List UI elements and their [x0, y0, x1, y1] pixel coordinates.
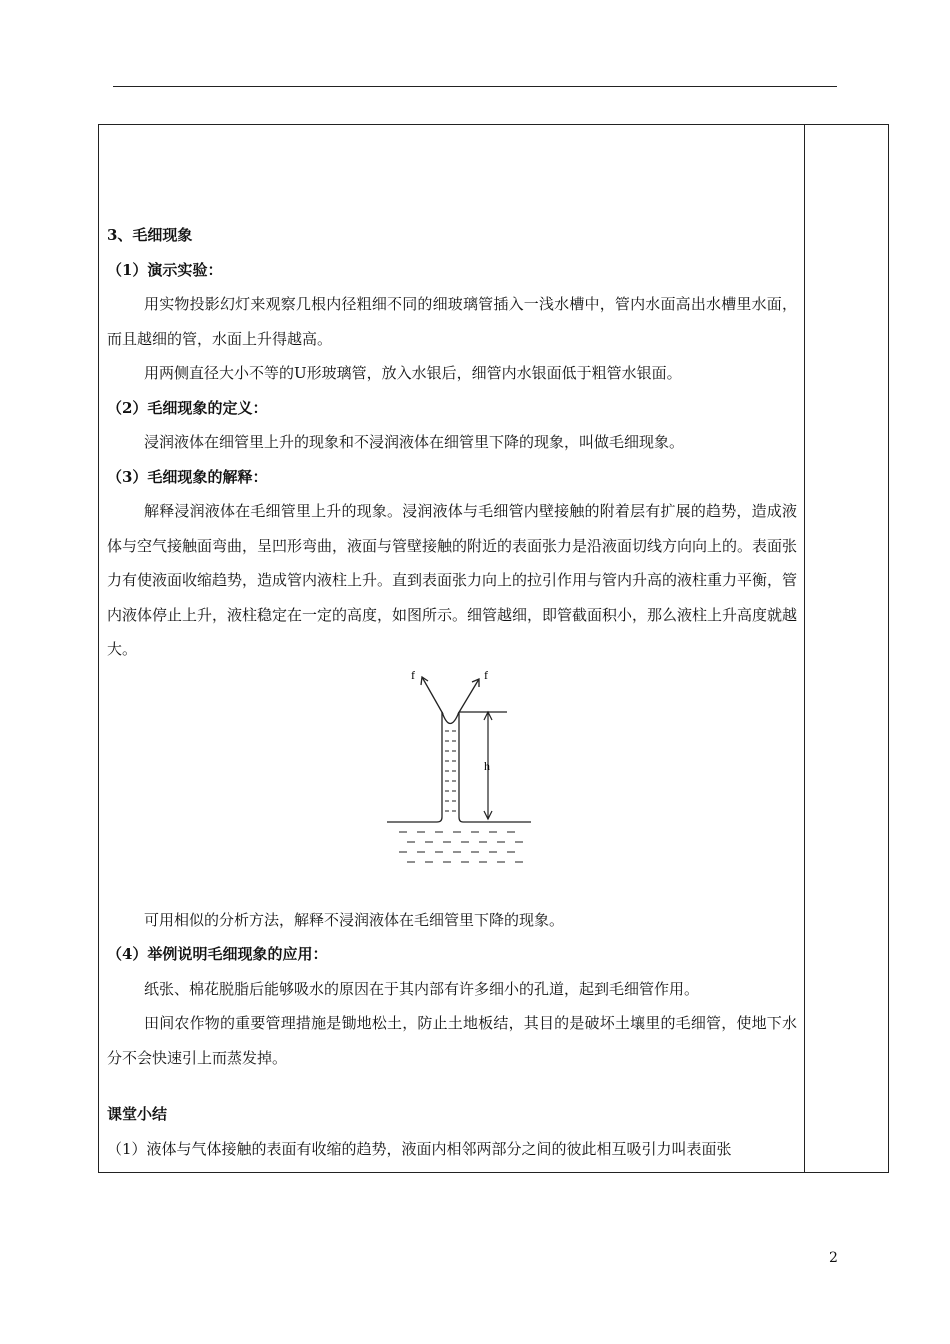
summary-paragraph: （1）液体与气体接触的表面有收缩的趋势，液面内相邻两部分之间的彼此相互吸引力叫表面张 — [107, 1139, 732, 1158]
paragraph: 用实物投影幻灯来观察几根内径粗细不同的细玻璃管插入一浅水槽中，管内水面高出水槽里水面，而且越细的管，水面上升得越高。 — [107, 295, 797, 348]
liquid-column — [445, 731, 456, 811]
table-column-divider — [804, 124, 805, 1173]
subsection-title-1: （1）演示实验： — [107, 260, 223, 279]
section-heading: 3、毛细现象 — [107, 226, 193, 244]
paragraph: 解释浸润液体在毛细管里上升的现象。浸润液体与毛细管内壁接触的附着层有扩展的趋势，造成液体与空气接触面弯曲，呈凹形弯曲，液面与管壁接触的附近的表面张力是沿液面切线方向向上的。表面张力有使液面收缩趋势，造成管内液柱上升。直到表面张力向上的拉引作用与管内升高的液柱重力平衡，管内液体停止上升，液柱稳定在一定的高度，如图所示。细管越细，即管截面积小，那么液柱上升高度就越大。 — [107, 502, 798, 658]
subsection-title-3: （3）毛细现象的解释： — [107, 467, 268, 486]
force-arrow-right — [458, 679, 479, 714]
force-arrow-left — [422, 677, 443, 714]
capillary-diagram — [387, 667, 537, 867]
paragraph: 田间农作物的重要管理措施是锄地松土，防止土地板结，其目的是破坏土壤里的毛细管，使地下水分不会快速引上而蒸发掉。 — [107, 1014, 797, 1067]
height-label: h — [484, 758, 490, 773]
meniscus-base-left — [437, 817, 442, 822]
force-label-left: f — [411, 667, 415, 682]
spacer — [107, 1075, 797, 1097]
meniscus — [442, 712, 459, 724]
paragraph: 可用相似的分析方法，解释不浸润液体在毛细管里下降的现象。 — [144, 910, 565, 929]
subsection-title-2: （2）毛细现象的定义： — [107, 398, 268, 417]
force-label-right: f — [484, 667, 488, 682]
water-body — [399, 832, 523, 862]
paragraph: 用两侧直径大小不等的U形玻璃管，放入水银后，细管内水银面低于粗管水银面。 — [144, 364, 682, 382]
paragraph: 纸张、棉花脱脂后能够吸水的原因在于其内部有许多细小的孔道，起到毛细管作用。 — [144, 979, 700, 998]
subsection-title-4: （4）举例说明毛细现象的应用： — [107, 945, 328, 963]
paragraph: 浸润液体在细管里上升的现象和不浸润液体在细管里下降的现象，叫做毛细现象。 — [144, 433, 685, 451]
summary-title: 课堂小结 — [107, 1105, 168, 1123]
main-content — [107, 218, 797, 1166]
page-number: 2 — [829, 1250, 838, 1266]
header-rule — [113, 86, 837, 87]
meniscus-base-right — [459, 817, 463, 822]
capillary-figure — [107, 667, 797, 903]
